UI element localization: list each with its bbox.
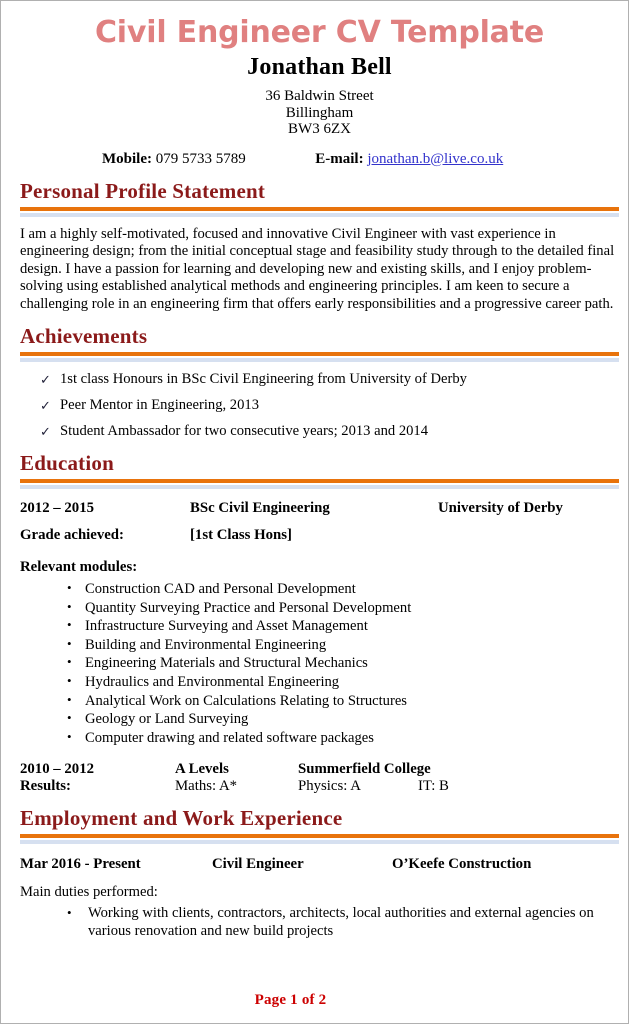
document-body xyxy=(1,1,628,940)
module-text: Analytical Work on Calculations Relating to Structures xyxy=(85,692,407,709)
section-heading-achievements: Achievements xyxy=(20,324,148,348)
employment-company: O’Keefe Construction xyxy=(392,856,532,873)
divider-orange-bar xyxy=(20,352,619,356)
check-icon: ✓ xyxy=(40,398,51,413)
module-text: Building and Environmental Engineering xyxy=(85,636,327,653)
employment-title: Civil Engineer xyxy=(212,856,304,873)
divider-blue-bar xyxy=(20,358,619,362)
list-item xyxy=(20,636,619,655)
mobile-value: 079 5733 5789 xyxy=(155,150,246,167)
address-line-1: 36 Baldwin Street xyxy=(265,88,374,104)
page-number: Page 1 of 2 xyxy=(254,992,327,1008)
module-text: Computer drawing and related software packages xyxy=(85,729,374,746)
module-text: Construction CAD and Personal Development xyxy=(85,581,356,597)
divider-orange-bar xyxy=(20,207,619,211)
divider-orange-bar xyxy=(20,834,619,838)
divider-orange-bar xyxy=(20,479,619,483)
list-item xyxy=(20,599,619,618)
education-qualification: BSc Civil Engineering xyxy=(190,500,330,516)
list-item xyxy=(20,371,619,388)
list-item xyxy=(20,617,619,636)
module-text: Geology or Land Surveying xyxy=(85,711,249,728)
table-row xyxy=(20,778,619,795)
contact-row xyxy=(20,150,619,168)
check-icon: ✓ xyxy=(40,424,51,439)
email-link[interactable]: jonathan.b@live.co.uk xyxy=(367,150,504,167)
divider-blue-bar xyxy=(20,840,619,844)
section-heading-profile: Personal Profile Statement xyxy=(20,178,266,203)
mobile-label: Mobile: xyxy=(102,150,152,167)
grade-value: [1st Class Hons] xyxy=(190,527,292,543)
module-text: Infrastructure Surveying and Asset Management xyxy=(85,618,368,635)
list-item xyxy=(20,692,619,711)
table-row xyxy=(20,855,619,874)
modules-list xyxy=(20,580,619,747)
duties-label: Main duties performed: xyxy=(20,884,158,901)
module-text: Quantity Surveying Practice and Personal Development xyxy=(85,599,412,616)
list-item xyxy=(20,423,619,440)
list-item xyxy=(20,654,619,673)
list-item xyxy=(20,905,619,940)
bullet-icon: • xyxy=(67,617,72,633)
table-row xyxy=(20,526,619,544)
bullet-icon: • xyxy=(67,654,72,670)
education-degree-entry xyxy=(20,499,619,544)
alevel-qualification: A Levels xyxy=(175,761,229,778)
duties-list xyxy=(20,905,619,940)
relevant-modules-label: Relevant modules: xyxy=(20,559,138,575)
section-heading-education: Education xyxy=(20,451,114,475)
bullet-icon: • xyxy=(67,598,72,614)
module-text: Hydraulics and Environmental Engineering xyxy=(85,673,340,690)
achievement-text: 1st class Honours in BSc Civil Engineering from University of Derby xyxy=(60,371,467,387)
table-row xyxy=(20,499,619,517)
table-row xyxy=(20,761,619,778)
alevel-institution: Summerfield College xyxy=(298,761,431,778)
row-spacer xyxy=(20,517,619,526)
document-title: Civil Engineer CV Template xyxy=(94,15,545,50)
result-maths: Maths: A* xyxy=(175,778,238,795)
education-dates: 2012 – 2015 xyxy=(20,500,94,516)
section-divider-employment xyxy=(20,834,619,844)
candidate-name: Jonathan Bell xyxy=(247,54,392,80)
bullet-icon: • xyxy=(67,728,72,744)
bullet-icon: • xyxy=(67,691,72,707)
employment-dates: Mar 2016 - Present xyxy=(20,856,141,873)
section-divider-education xyxy=(20,479,619,489)
achievement-text: Peer Mentor in Engineering, 2013 xyxy=(60,397,259,413)
divider-blue-bar xyxy=(20,485,619,489)
module-text: Engineering Materials and Structural Mechanics xyxy=(85,655,368,672)
result-it: IT: B xyxy=(418,778,449,795)
employment-entry xyxy=(20,855,619,940)
address-line-3: BW3 6ZX xyxy=(288,121,351,137)
achievements-list xyxy=(20,371,619,440)
section-divider-achievements xyxy=(20,352,619,362)
address-line-2: Billingham xyxy=(285,104,354,121)
bullet-icon: • xyxy=(67,905,72,921)
address-block xyxy=(20,88,619,138)
education-alevel-entry xyxy=(20,761,619,795)
bullet-icon: • xyxy=(67,635,72,651)
list-item xyxy=(20,397,619,414)
check-icon: ✓ xyxy=(40,372,51,387)
results-label: Results: xyxy=(20,778,71,795)
profile-paragraph: I am a highly self-motivated, focused and innovative Civil Engineer with vast experience in engineering design; from the initial conceptual stage and feasibility study through to the detailed final design. I have a passion for learning and developing new and existing skills, and I enjoy problem-solving using established analytical methods and engineering principles. I am keen to secure a challenging role in an engineering firm that offers early responsibilities and a progressive career path. xyxy=(20,225,615,312)
section-divider-profile xyxy=(20,207,619,217)
list-item xyxy=(20,729,619,748)
duty-text: Working with clients, contractors, architects, local authorities and external agencies on various renovation and new build projects xyxy=(88,905,594,939)
achievement-text: Student Ambassador for two consecutive years; 2013 and 2014 xyxy=(60,423,429,439)
grade-label: Grade achieved: xyxy=(20,527,124,543)
education-institution: University of Derby xyxy=(438,500,563,516)
bullet-icon: • xyxy=(67,580,72,595)
list-item xyxy=(20,673,619,692)
bullet-icon: • xyxy=(67,672,72,688)
result-physics: Physics: A xyxy=(298,778,361,795)
list-item xyxy=(20,710,619,729)
list-item xyxy=(20,580,619,599)
page-footer xyxy=(1,991,628,1009)
section-heading-employment: Employment and Work Experience xyxy=(20,806,343,831)
alevel-dates: 2010 – 2012 xyxy=(20,761,94,778)
bullet-icon: • xyxy=(67,710,72,726)
divider-blue-bar xyxy=(20,213,619,217)
email-label: E-mail: xyxy=(315,150,364,167)
